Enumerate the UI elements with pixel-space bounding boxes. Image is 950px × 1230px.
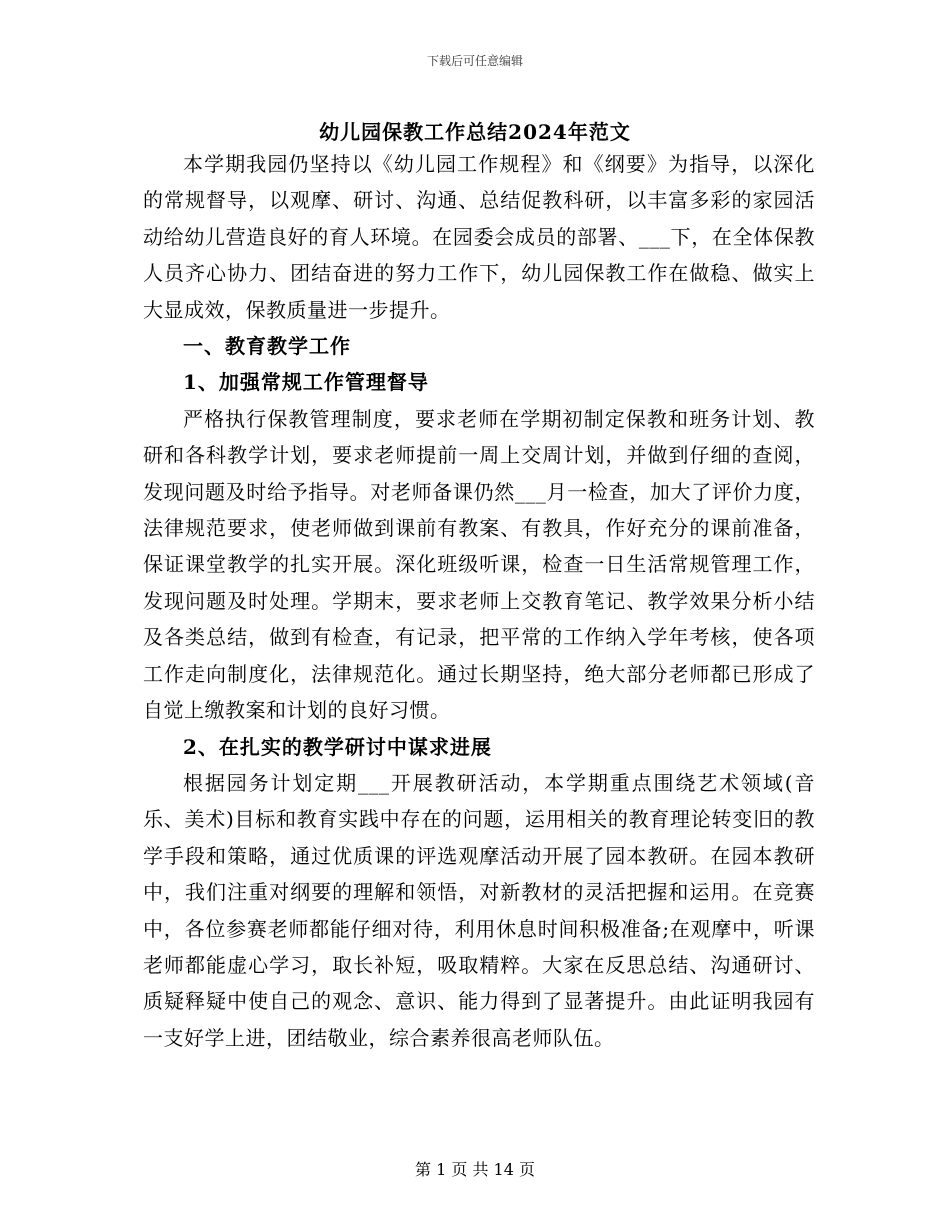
subsection-heading-routine: 1、加强常规工作管理督导 [183,370,429,395]
research-paragraph: 根据园务计划定期___开展教研活动，本学期重点围绕艺术领域(音乐、美术)目标和教育实践中存在的问题，运用相关的教育理论转变旧的教学手段和策略，通过优质课的评选观摩活动开展了园本教研。在园本教研中，我们注重对纲要的理解和领悟，对新教材的灵活把握和运用。在竞赛中，各位参赛老师都能仔细对待，利用休息时间积极准备;在观摩中，听课老师都能虚心学习，取长补短，吸取精粹。大家在反思总结、沟通研讨、质疑释疑中使自己的观念、意识、能力得到了显著提升。由此证明我园有一支好学上进，团结敬业，综合素养很高老师队伍。 [143,770,815,1050]
header-note: 下载后可任意编辑 [426,54,523,68]
document-body [143,146,815,1056]
routine-paragraph: 严格执行保教管理制度，要求老师在学期初制定保教和班务计划、教研和各科教学计划，要求老师提前一周上交周计划，并做到仔细的查阅，发现问题及时给予指导。对老师备课仍然___月一检查，加大了评价力度，法律规范要求，使老师做到课前有教案、有教具，作好充分的课前准备，保证课堂教学的扎实开展。深化班级听课，检查一日生活常规管理工作，发现问题及时处理。学期末，要求老师上交教育笔记、教学效果分析小结及各类总结，做到有检查，有记录，把平常的工作纳入学年考核，使各项工作走向制度化，法律规范化。通过长期坚持，绝大部分老师都已形成了自觉上缴教案和计划的良好习惯。 [143,406,815,723]
subsection-heading-research: 2、在扎实的教学研讨中谋求进展 [183,734,492,759]
page-number: 第 1 页 共 14 页 [415,1160,535,1179]
intro-paragraph: 本学期我园仍坚持以《幼儿园工作规程》和《纲要》为指导，以深化的常规督导，以观摩、研讨、沟通、总结促教科研，以丰富多彩的家园活动给幼儿营造良好的育人环境。在园委会成员的部署、___下，在全体保教人员齐心协力、团结奋进的努力工作下，幼儿园保教工作在做稳、做实上大显成效，保教质量进一步提升。 [143,152,815,322]
section-heading-teaching: 一、教育教学工作 [183,334,351,359]
document-title: 幼儿园保教工作总结2024年范文 [319,120,631,144]
